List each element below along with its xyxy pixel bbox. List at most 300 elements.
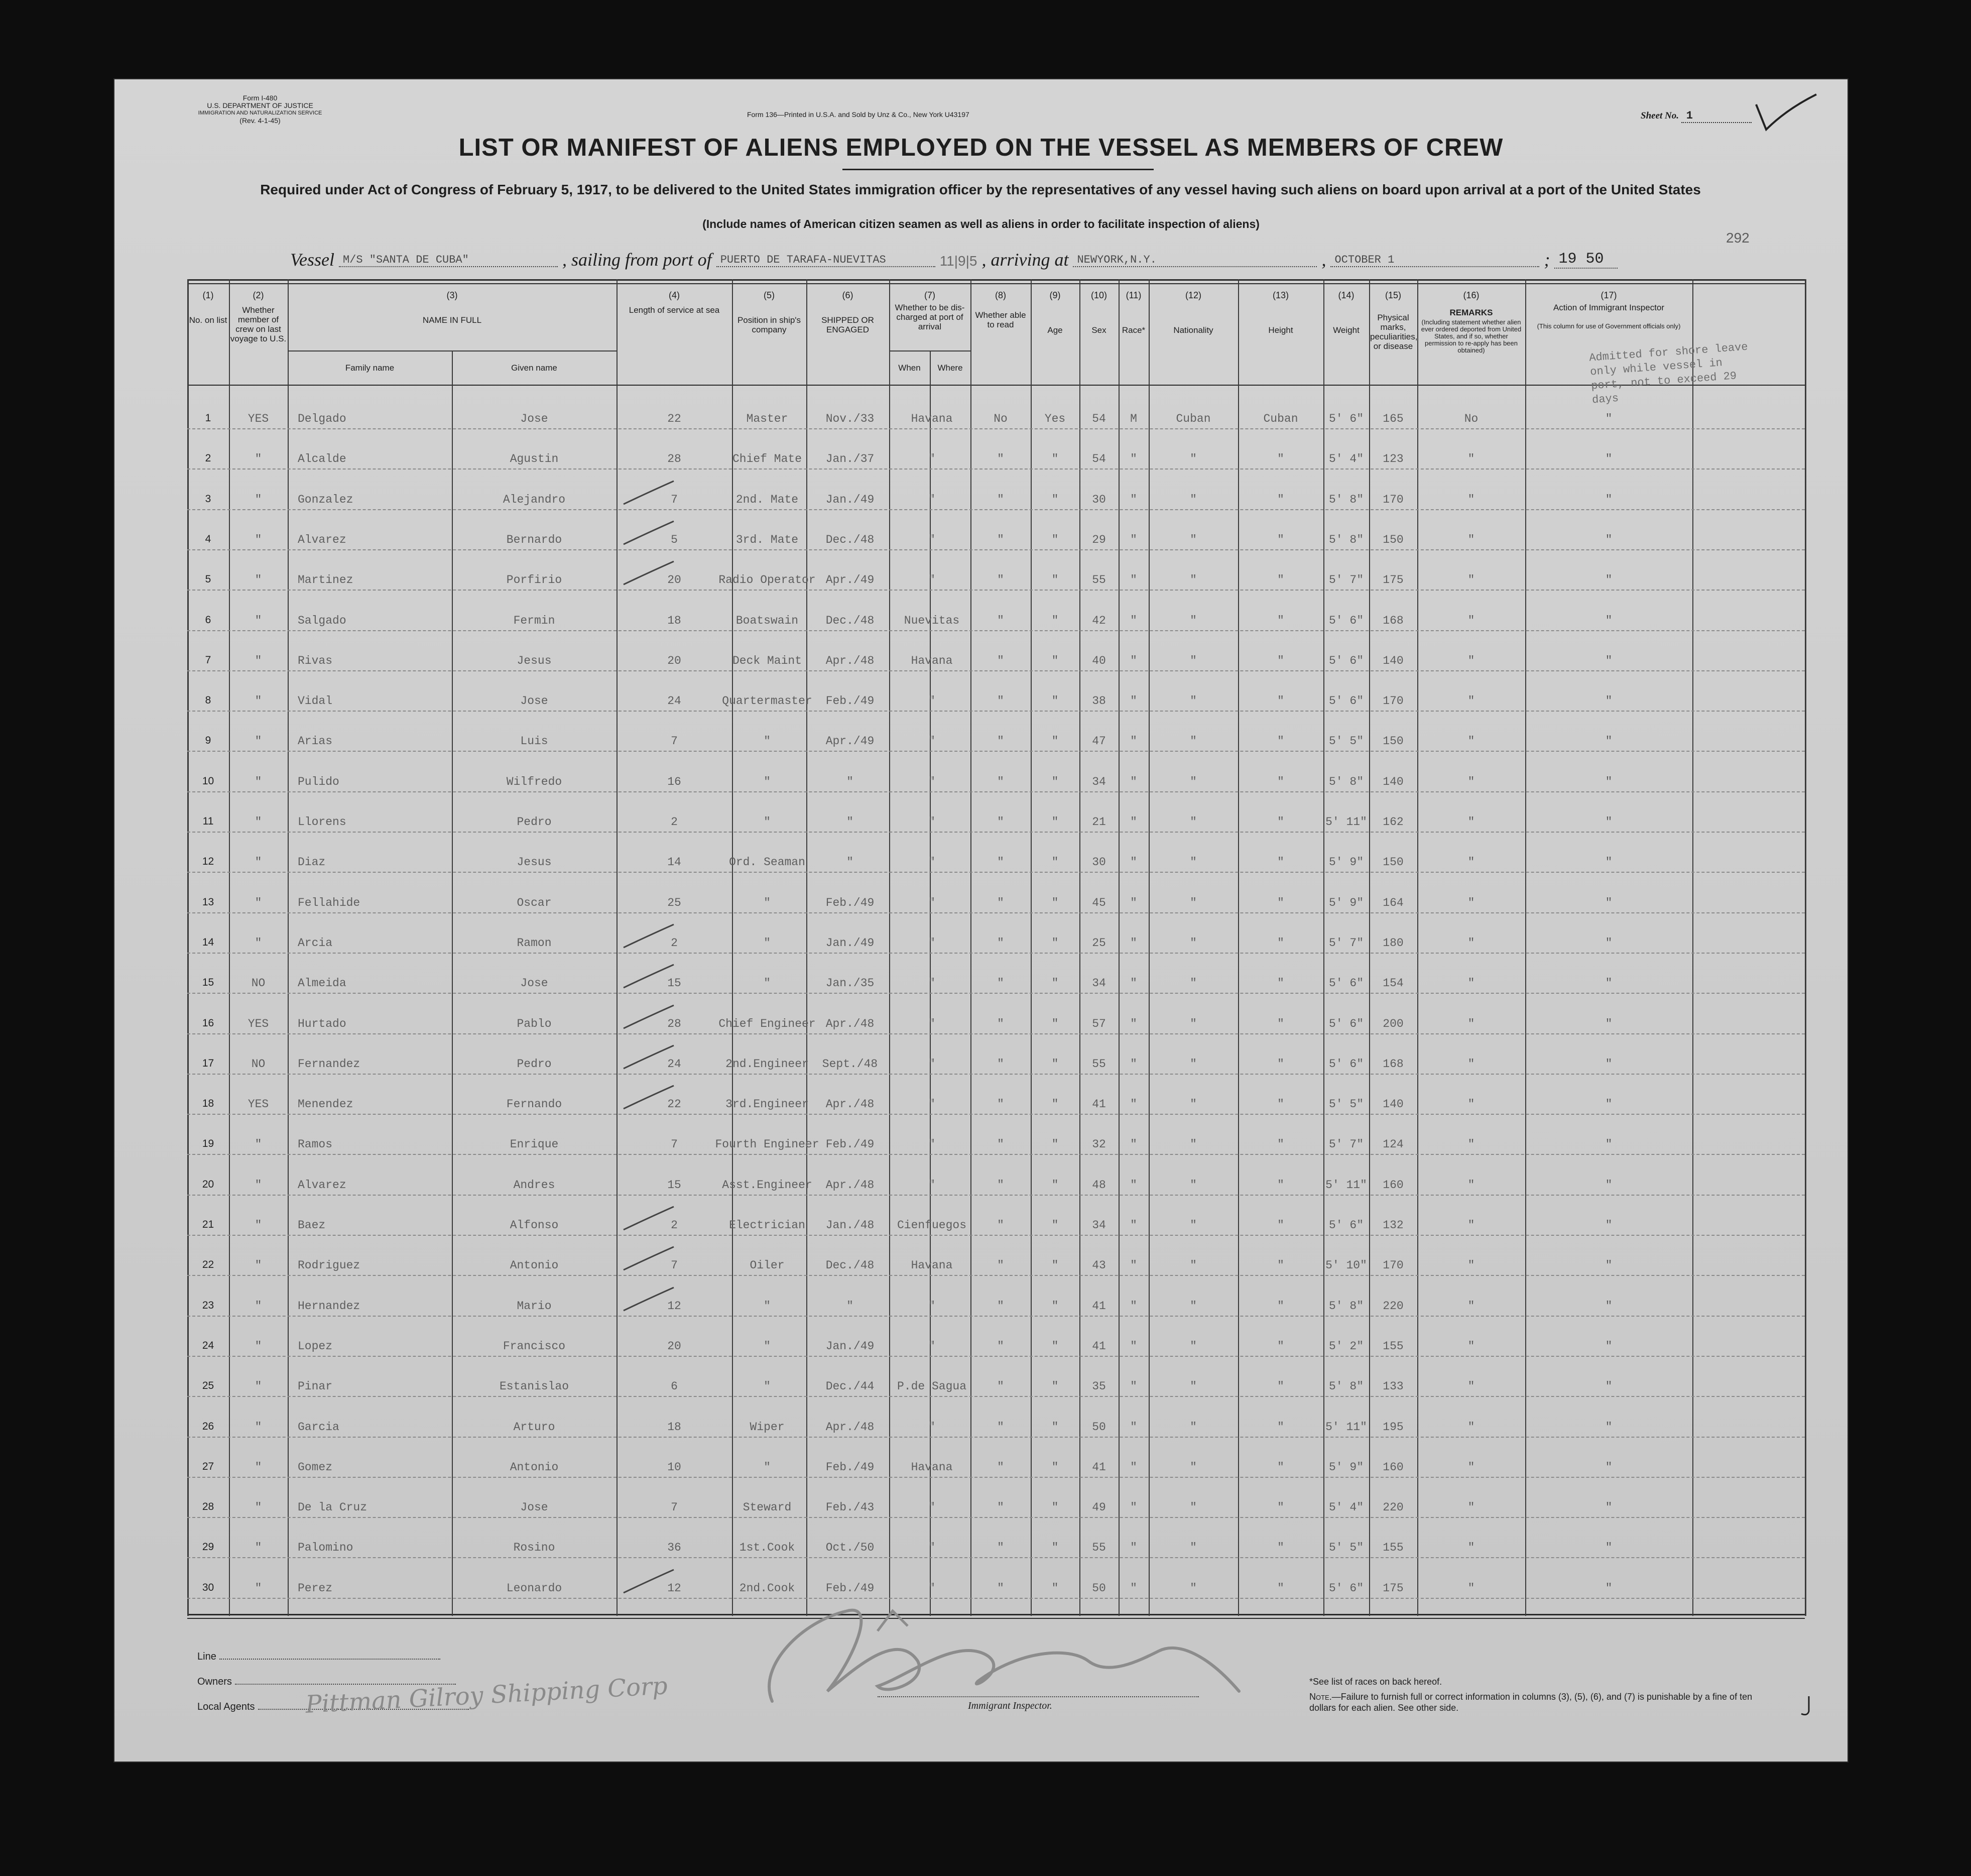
cell-no: 18 [202, 1098, 214, 1109]
cell-remarks: " [1605, 1058, 1613, 1071]
tick-mark-icon [622, 478, 677, 508]
cell-remarks: " [1605, 1421, 1613, 1434]
cell-when: Apr./48 [825, 1098, 875, 1111]
row-rule [187, 711, 1805, 712]
owners-label: Owners [197, 1676, 232, 1687]
column-subheader: Family name [345, 363, 395, 373]
penalty-note [1309, 1691, 1771, 1713]
cell-read: " [1051, 1219, 1059, 1232]
cell-family: Llorens [298, 815, 346, 829]
cell-weight: 180 [1383, 936, 1404, 950]
cell-position: 1st.Cook [739, 1541, 795, 1554]
cell-where: " [928, 533, 935, 546]
cell-marks: " [1467, 452, 1475, 465]
cell-sex: " [1130, 1582, 1137, 1595]
tick-mark-icon [622, 558, 677, 589]
cell-read: " [1051, 1340, 1059, 1353]
cell-family: Arcia [298, 936, 333, 950]
vessel-line: Vessel M/S "SANTA DE CUBA" , sailing from port of PUERTO DE TARAFA-NUEVITAS 11|9|5 , arriving at NEWYORK,N.Y. , OCTOBER 1 ; 19 50 [290, 249, 1618, 270]
cell-nat: " [1277, 1582, 1284, 1595]
cell-remarks: " [1605, 452, 1613, 465]
cell-marks: " [1467, 1380, 1475, 1393]
cell-when: Dec./48 [825, 533, 875, 546]
cell-where: " [928, 694, 935, 708]
column-divider [288, 279, 289, 1616]
cell-crew: " [255, 896, 262, 909]
cell-sex: " [1130, 896, 1137, 909]
cell-remarks: " [1605, 1501, 1613, 1514]
cell-given: Antonio [510, 1461, 559, 1474]
cell-weight: 200 [1383, 1017, 1404, 1030]
cell-no: 17 [202, 1058, 214, 1069]
cell-position: " [764, 1340, 771, 1353]
cell-read: " [1051, 856, 1059, 869]
cell-read: " [1051, 493, 1059, 506]
cell-remarks: " [1605, 1340, 1613, 1353]
cell-nat: " [1277, 815, 1284, 829]
cell-marks: " [1467, 1017, 1475, 1030]
cell-no: 21 [202, 1219, 214, 1230]
column-divider [1805, 279, 1806, 1616]
cell-no: 9 [205, 735, 211, 746]
cell-where: " [928, 493, 935, 506]
column-header: Weight [1333, 325, 1360, 335]
cell-remarks: " [1605, 614, 1613, 627]
cell-position: Ord. Seaman [729, 856, 805, 869]
cell-given: Alfonso [510, 1219, 559, 1232]
cell-age: 41 [1092, 1300, 1106, 1313]
row-rule [187, 1356, 1805, 1357]
cell-race: " [1190, 1058, 1197, 1071]
cell-race: " [1190, 896, 1197, 909]
cell-where: P.de Sagua [897, 1380, 967, 1393]
cell-crew: " [255, 573, 262, 587]
cell-age: 41 [1092, 1098, 1106, 1111]
cell-race: " [1190, 1582, 1197, 1595]
cell-height: 5' 9" [1328, 1461, 1364, 1474]
cell-sex: " [1130, 815, 1137, 829]
cell-height: 5' 11" [1325, 1421, 1367, 1434]
cell-remarks: " [1605, 1300, 1613, 1313]
row-rule [187, 872, 1805, 873]
cell-disch: " [997, 654, 1004, 667]
arrival-date: OCTOBER 1 [1330, 254, 1539, 267]
row-rule [187, 1154, 1805, 1155]
cell-position: " [764, 936, 771, 950]
cell-weight: 132 [1383, 1219, 1404, 1232]
cell-given: Fermin [513, 614, 555, 627]
cell-service: 15 [667, 1179, 681, 1192]
cell-weight: 170 [1383, 493, 1404, 506]
cell-given: Mario [517, 1300, 552, 1313]
cell-no: 15 [202, 977, 214, 988]
cell-family: Baez [298, 1219, 326, 1232]
cell-race: " [1190, 493, 1197, 506]
cell-height: 5' 6" [1328, 1582, 1364, 1595]
service: IMMIGRATION AND NATURALIZATION SERVICE [198, 110, 322, 116]
cell-height: 5' 7" [1328, 573, 1364, 587]
cell-family: Fellahide [298, 896, 360, 909]
cell-crew: NO [251, 1058, 266, 1071]
cell-crew: " [255, 1300, 262, 1313]
cell-where: " [928, 1501, 935, 1514]
cell-weight: 220 [1383, 1501, 1404, 1514]
column-header: Sex [1091, 325, 1106, 335]
cell-family: Ramos [298, 1138, 333, 1151]
cell-disch: " [997, 1461, 1004, 1474]
revision: (Rev. 4-1-45) [239, 116, 281, 125]
cell-nat: " [1277, 1501, 1284, 1514]
cell-read: " [1051, 1017, 1059, 1030]
cell-disch: " [997, 977, 1004, 990]
cell-when: Oct./50 [825, 1541, 875, 1554]
cell-height: 5' 9" [1328, 856, 1364, 869]
column-header: Whether to be dis-charged at port of arrival [895, 303, 965, 331]
cell-crew: " [255, 1259, 262, 1272]
cell-family: Palomino [298, 1541, 353, 1554]
cell-race: " [1190, 614, 1197, 627]
cell-disch: " [997, 1582, 1004, 1595]
column-number: (7) [924, 290, 935, 300]
cell-position: " [764, 815, 771, 829]
cell-service: 6 [671, 1380, 678, 1393]
cell-height: 5' 7" [1328, 936, 1364, 950]
cell-when: Jan./37 [825, 452, 875, 465]
cell-read: " [1051, 775, 1059, 788]
cell-where: Havana [911, 654, 953, 667]
cell-crew: NO [251, 977, 266, 990]
cell-where: " [928, 1421, 935, 1434]
cell-marks: " [1467, 936, 1475, 950]
tick-mark-icon [622, 962, 677, 992]
cell-weight: 195 [1383, 1421, 1404, 1434]
cell-height: 5' 6" [1328, 412, 1364, 425]
cell-nat: " [1277, 1179, 1284, 1192]
cell-height: 5' 9" [1328, 896, 1364, 909]
cell-marks: " [1467, 573, 1475, 587]
cell-marks: " [1467, 493, 1475, 506]
cell-read: " [1051, 614, 1059, 627]
cell-disch: " [997, 452, 1004, 465]
cell-disch: " [997, 1017, 1004, 1030]
cell-position: Boatswain [735, 614, 799, 627]
cell-when: Apr./49 [825, 573, 875, 587]
cell-position: Deck Maint [732, 654, 802, 667]
cell-service: 22 [667, 412, 681, 425]
cell-given: Pedro [517, 815, 552, 829]
row-rule [187, 468, 1805, 470]
cell-family: Martinez [298, 573, 353, 587]
cell-disch: " [997, 1138, 1004, 1151]
cell-remarks: " [1605, 493, 1613, 506]
cell-where: " [928, 1300, 935, 1313]
cell-no: 26 [202, 1421, 214, 1432]
handwritten-remark: Admitted for shore leave only while vessel in port, not to exceed 29 days [1588, 340, 1749, 407]
cell-age: 55 [1092, 1541, 1106, 1554]
cell-marks: " [1467, 1259, 1475, 1272]
cell-read: Yes [1044, 412, 1066, 425]
cell-race: " [1190, 452, 1197, 465]
cell-height: 5' 11" [1325, 815, 1367, 829]
cell-given: Rosino [513, 1541, 555, 1554]
cell-weight: 155 [1383, 1340, 1404, 1353]
cell-read: " [1051, 815, 1059, 829]
cell-no: 22 [202, 1259, 214, 1270]
cell-no: 12 [202, 856, 214, 867]
cell-when: Feb./49 [825, 1138, 875, 1151]
cell-weight: 168 [1383, 1058, 1404, 1071]
row-rule [187, 1195, 1805, 1196]
cell-nat: " [1277, 856, 1284, 869]
arriving-label: , arriving at [981, 250, 1069, 270]
cell-crew: " [255, 694, 262, 708]
cell-marks: " [1467, 1461, 1475, 1474]
cell-remarks: " [1605, 1017, 1613, 1030]
cell-nat: " [1277, 533, 1284, 546]
cell-position: Master [746, 412, 788, 425]
cell-height: 5' 10" [1325, 1259, 1367, 1272]
port-of-sailing: PUERTO DE TARAFA-NUEVITAS [716, 254, 935, 267]
cell-weight: 165 [1383, 412, 1404, 425]
cell-read: " [1051, 694, 1059, 708]
cell-position: Steward [743, 1501, 792, 1514]
cell-family: Gomez [298, 1461, 333, 1474]
page-title: LIST OR MANIFEST OF ALIENS EMPLOYED ON THE VESSEL AS MEMBERS OF CREW [458, 134, 1504, 161]
cell-sex: " [1130, 1501, 1137, 1514]
table-top-rule-2 [187, 283, 1805, 284]
hook-mark-icon [1796, 1694, 1816, 1719]
cell-age: 41 [1092, 1340, 1106, 1353]
cell-read: " [1051, 735, 1059, 748]
cell-marks: " [1467, 1098, 1475, 1111]
cell-no: 3 [205, 493, 211, 505]
cell-no: 28 [202, 1501, 214, 1512]
cell-given: Jesus [517, 856, 552, 869]
cell-age: 34 [1092, 775, 1106, 788]
cell-height: 5' 4" [1328, 452, 1364, 465]
cell-age: 35 [1092, 1380, 1106, 1393]
cell-weight: 175 [1383, 573, 1404, 587]
cell-race: " [1190, 1138, 1197, 1151]
cell-disch: " [997, 1541, 1004, 1554]
row-rule [187, 953, 1805, 954]
cell-marks: " [1467, 856, 1475, 869]
cell-position: Quartermaster [722, 694, 812, 708]
cell-read: " [1051, 452, 1059, 465]
cell-given: Jose [520, 412, 548, 425]
printer-line: Form 136—Printed in U.S.A. and Sold by Unz & Co., New York U43197 [747, 110, 969, 119]
cell-remarks: " [1605, 1259, 1613, 1272]
cell-nat: " [1277, 977, 1284, 990]
cell-given: Arturo [513, 1421, 555, 1434]
cell-marks: " [1467, 977, 1475, 990]
cell-age: 57 [1092, 1017, 1106, 1030]
column-divider [1692, 279, 1693, 1616]
cell-given: Jose [520, 694, 548, 708]
column-header: Race* [1122, 325, 1146, 335]
cell-sex: " [1130, 775, 1137, 788]
cell-crew: " [255, 614, 262, 627]
cell-nat: " [1277, 493, 1284, 506]
cell-when: Feb./49 [825, 694, 875, 708]
cell-nat: " [1277, 896, 1284, 909]
cell-height: 5' 6" [1328, 694, 1364, 708]
cell-service: 20 [667, 573, 681, 587]
column-note: (Including statement whether alien ever ordered deported from United States, and if so, whether permission to re-apply has been obtained) [1421, 318, 1522, 354]
cell-position: 3rd.Engineer [725, 1098, 809, 1111]
column-number: (17) [1600, 290, 1617, 300]
line-label: Line [197, 1651, 216, 1662]
cell-service: 2 [671, 815, 678, 829]
cell-when: Jan./49 [825, 493, 875, 506]
cell-age: 25 [1092, 936, 1106, 950]
row-rule [187, 993, 1805, 994]
cell-remarks: " [1605, 573, 1613, 587]
cell-height: 5' 4" [1328, 1501, 1364, 1514]
agents-label: Local Agents [197, 1701, 255, 1712]
cell-remarks: " [1605, 896, 1613, 909]
cell-weight: 170 [1383, 694, 1404, 708]
cell-given: Luis [520, 735, 548, 748]
cell-disch: " [997, 1380, 1004, 1393]
column-number: (15) [1385, 290, 1401, 300]
cell-given: Andres [513, 1179, 555, 1192]
cell-read: " [1051, 1058, 1059, 1071]
cell-family: Alvarez [298, 533, 346, 546]
cell-race: " [1190, 775, 1197, 788]
column-number: (4) [669, 290, 680, 300]
cell-given: Leonardo [506, 1582, 562, 1595]
cell-marks: " [1467, 1501, 1475, 1514]
cell-sex: " [1130, 735, 1137, 748]
cell-family: Gonzalez [298, 493, 353, 506]
column-number: (8) [995, 290, 1006, 300]
cell-race: " [1190, 1259, 1197, 1272]
cell-service: 24 [667, 1058, 681, 1071]
line-field [197, 1651, 440, 1663]
cell-read: " [1051, 1138, 1059, 1151]
cell-where: Havana [911, 412, 953, 425]
cell-marks: " [1467, 815, 1475, 829]
cell-sex: " [1130, 1300, 1137, 1313]
cell-sex: " [1130, 654, 1137, 667]
tick-mark-icon [622, 1083, 677, 1113]
cell-disch: No [994, 412, 1008, 425]
cell-age: 42 [1092, 614, 1106, 627]
cell-height: 5' 6" [1328, 1219, 1364, 1232]
column-number: (9) [1049, 290, 1061, 300]
cell-race: " [1190, 856, 1197, 869]
cell-age: 49 [1092, 1501, 1106, 1514]
cell-given: Pedro [517, 1058, 552, 1071]
cell-where: Cienfuegos [897, 1219, 967, 1232]
cell-nat: " [1277, 614, 1284, 627]
form-number: Form I-480 [242, 94, 278, 102]
cell-no: 7 [205, 654, 211, 666]
cell-weight: 168 [1383, 614, 1404, 627]
agents-handwriting: Pittman Gilroy Shipping Corp [305, 1672, 668, 1719]
cell-read: " [1051, 1300, 1059, 1313]
cell-crew: " [255, 654, 262, 667]
cell-nat: " [1277, 694, 1284, 708]
cell-given: Estanislao [499, 1380, 569, 1393]
cell-height: 5' 6" [1328, 1017, 1364, 1030]
cell-crew: " [255, 735, 262, 748]
cell-where: " [928, 815, 935, 829]
checkmark-icon [1751, 89, 1821, 135]
cell-service: 7 [671, 735, 678, 748]
cell-family: Diaz [298, 856, 326, 869]
cell-remarks: " [1605, 533, 1613, 546]
cell-given: Ramon [517, 936, 552, 950]
column-header: Physical marks, peculiarities, or disease [1370, 313, 1418, 351]
cell-position: Electrician [729, 1219, 805, 1232]
cell-when: Apr./48 [825, 1421, 875, 1434]
cell-service: 28 [667, 452, 681, 465]
cell-where: " [928, 977, 935, 990]
cell-read: " [1051, 936, 1059, 950]
cell-disch: " [997, 936, 1004, 950]
cell-no: 23 [202, 1300, 214, 1311]
cell-race: Cuban [1176, 412, 1211, 425]
column-header: SHIPPED OR ENGAGED [821, 315, 874, 334]
cell-age: 45 [1092, 896, 1106, 909]
row-rule [187, 791, 1805, 792]
cell-nat: " [1277, 654, 1284, 667]
cell-remarks: " [1605, 1179, 1613, 1192]
cell-marks: " [1467, 1340, 1475, 1353]
cell-height: 5' 5" [1328, 1541, 1364, 1554]
tick-mark-icon [622, 1002, 677, 1032]
cell-height: 5' 11" [1325, 1179, 1367, 1192]
cell-marks: " [1467, 614, 1475, 627]
cell-service: 10 [667, 1461, 681, 1474]
cell-sex: " [1130, 452, 1137, 465]
cell-position: 2nd. Mate [735, 493, 799, 506]
cell-race: " [1190, 1380, 1197, 1393]
row-rule [187, 1437, 1805, 1438]
cell-weight: 160 [1383, 1179, 1404, 1192]
cell-position: 2nd.Cook [739, 1582, 795, 1595]
cell-disch: " [997, 573, 1004, 587]
cell-remarks: " [1605, 1138, 1613, 1151]
cell-marks: " [1467, 1421, 1475, 1434]
sheet-number-label: Sheet No. [1641, 110, 1679, 121]
cell-weight: 164 [1383, 896, 1404, 909]
cell-nat: " [1277, 1461, 1284, 1474]
cell-height: 5' 5" [1328, 735, 1364, 748]
column-number: (1) [202, 290, 214, 300]
cell-race: " [1190, 1421, 1197, 1434]
cell-age: 54 [1092, 412, 1106, 425]
cell-family: Delgado [298, 412, 346, 425]
cell-race: " [1190, 1461, 1197, 1474]
cell-weight: 150 [1383, 533, 1404, 546]
cell-race: " [1190, 977, 1197, 990]
column-header: Whether member of crew on last voyage to U.S. [230, 305, 287, 343]
cell-given: Jesus [517, 654, 552, 667]
cell-age: 55 [1092, 573, 1106, 587]
cell-age: 55 [1092, 1058, 1106, 1071]
cell-remarks: " [1605, 1219, 1613, 1232]
cell-given: Bernardo [506, 533, 562, 546]
cell-family: Alvarez [298, 1179, 346, 1192]
cell-when: " [846, 815, 853, 829]
cell-height: 5' 8" [1328, 533, 1364, 546]
cell-service: 7 [671, 493, 678, 506]
cell-remarks: " [1605, 694, 1613, 708]
cell-remarks: " [1605, 1541, 1613, 1554]
